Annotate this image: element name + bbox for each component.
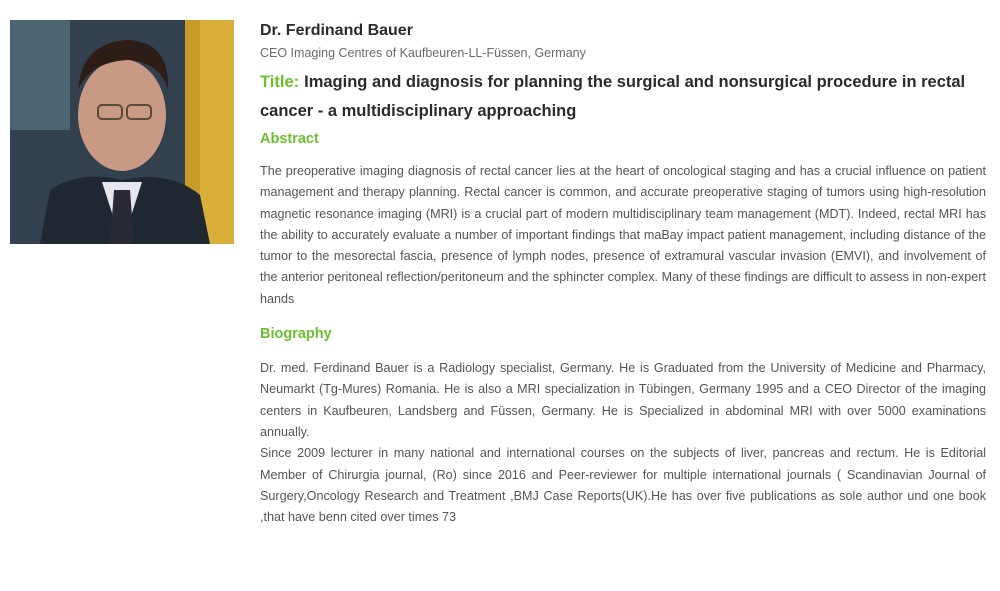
speaker-name: Dr. Ferdinand Bauer <box>260 22 413 39</box>
speaker-photo <box>10 20 234 244</box>
biography-heading: Biography <box>260 326 332 343</box>
talk-title-prefix: Title: <box>260 73 300 91</box>
speaker-affiliation: CEO Imaging Centres of Kaufbeuren-LL-Füssen, Germany <box>260 46 586 60</box>
abstract-heading: Abstract <box>260 131 319 147</box>
talk-title <box>260 68 986 126</box>
talk-title-text: Imaging and diagnosis for planning the surgical and nonsurgical procedure in rectal cancer - a multidisciplinary approaching <box>260 73 966 120</box>
speaker-content <box>260 20 986 528</box>
abstract-text: The preoperative imaging diagnosis of rectal cancer lies at the heart of oncological staging and has a crucial influence on patient management and therapy planning. Rectal cancer is common, and accurate preoperative staging of tumors using high-resolution magnetic resonance imaging (MRI) is a crucial part of modern multidisciplinary team management (MDT). Indeed, rectal MRI has the ability to accurately evaluate a number of important findings that maBay impact patient management, including distance of the tumor to the mesorectal fascia, presence of lymph nodes, presence of extramural vascular invasion (EMVI), and involvement of the anterior peritoneal reflection/peritoneum and the sphincter complex. Many of these findings are difficult to assess in non-expert hands <box>260 164 986 306</box>
biography-paragraph-2: Since 2009 lecturer in many national and international courses on the subjects of liver, pancreas and rectum. He is Editorial Member of Chirurgia journal, (Ro) since 2016 and Peer-reviewer for multiple international journals ( Scandinavian Journal of Surgery,Oncology Research and Treatment ,BMJ Case Reports(UK).He has over five publications as sole author und one book ,that have benn cited over times 73 <box>260 446 986 525</box>
biography-paragraph-1: Dr. med. Ferdinand Bauer is a Radiology specialist, Germany. He is Graduated from the University of Medicine and Pharmacy, Neumarkt (Tg-Mures) Romania. He is also a MRI specialization in Tübingen, Germany 1995 and a CEO Director of the imaging centers in Kaufbeuren, Landsberg and Füssen, Germany. He is Specialized in abdominal MRI with over 5000 examinations annually. <box>260 361 986 439</box>
